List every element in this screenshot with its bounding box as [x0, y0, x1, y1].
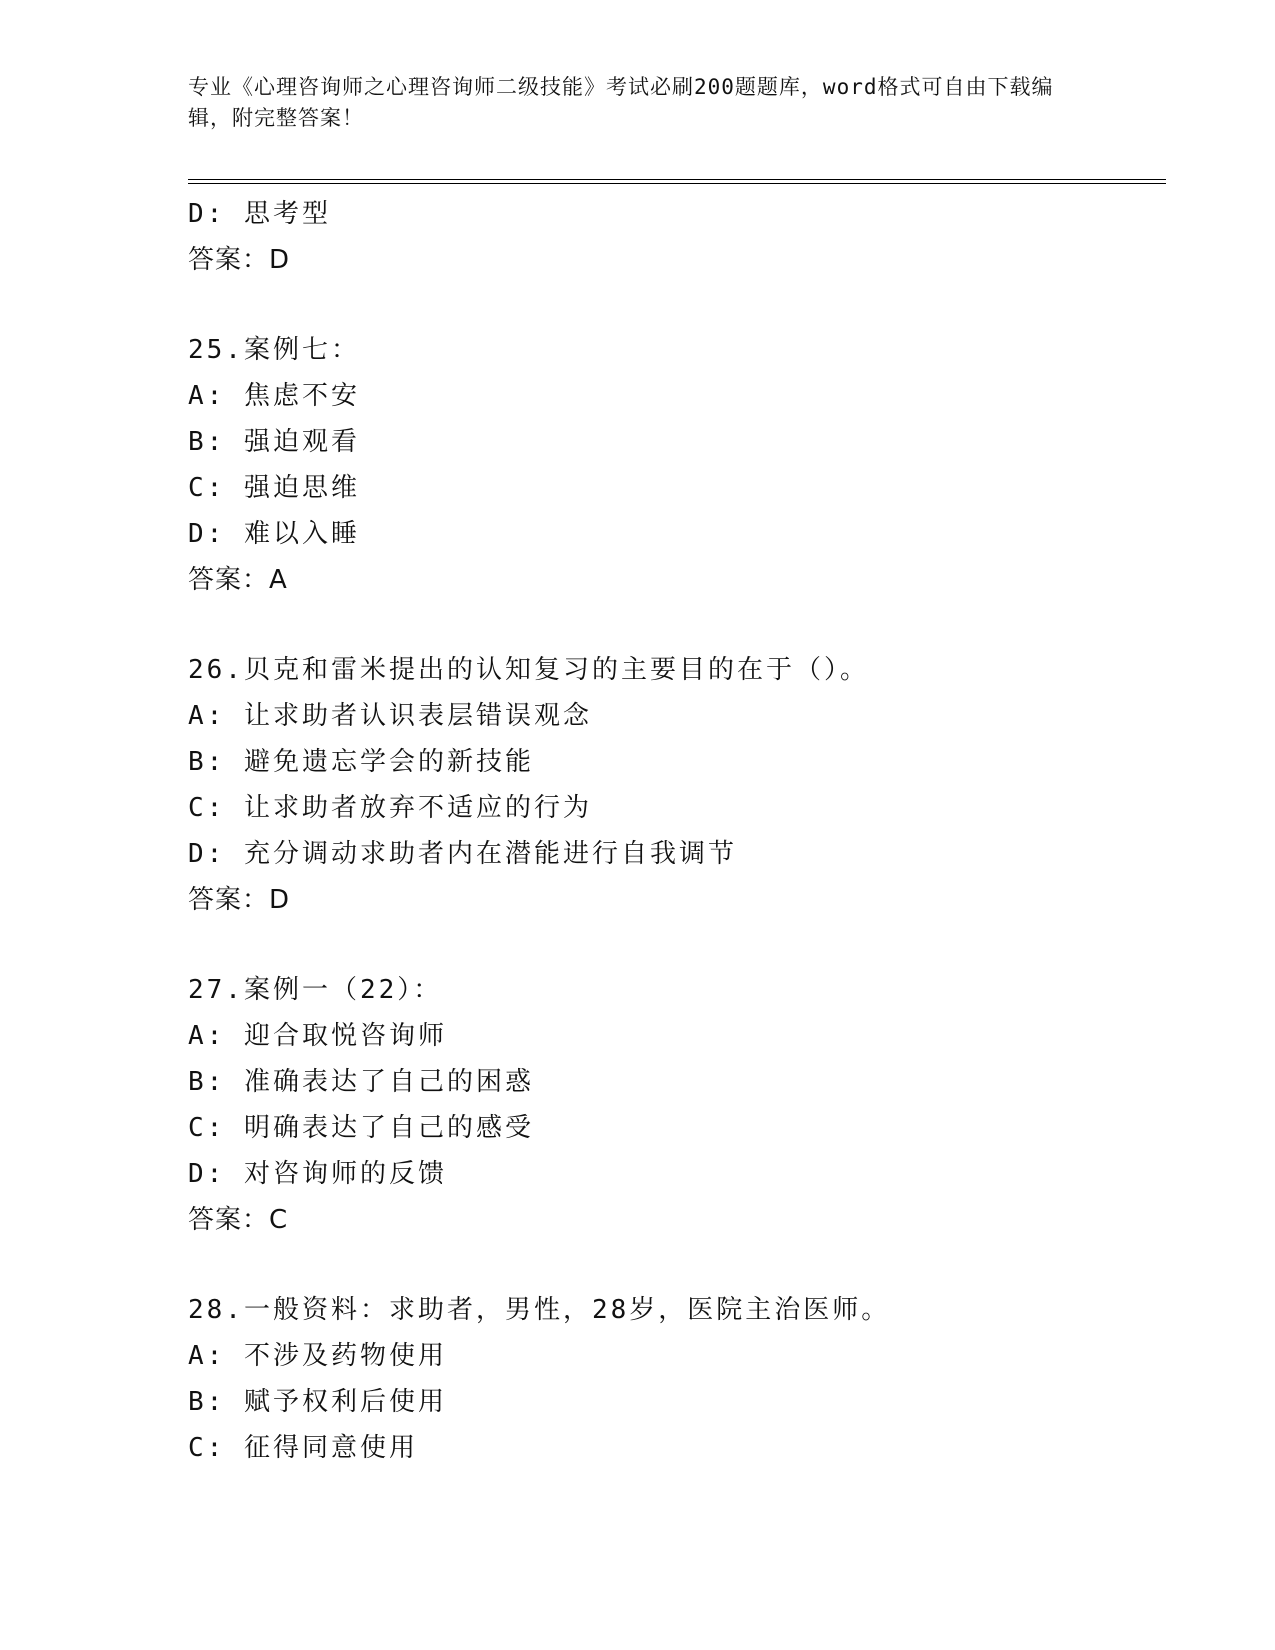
option-c: C: 明确表达了自己的感受: [188, 1113, 534, 1143]
spacer: [188, 1243, 1168, 1287]
answer-line: 答案：A: [188, 565, 288, 595]
spacer: [188, 923, 1168, 967]
option-c: C: 征得同意使用: [188, 1433, 418, 1463]
option-a: A: 迎合取悦咨询师: [188, 1021, 447, 1051]
option-d: D: 充分调动求助者内在潜能进行自我调节: [188, 839, 737, 869]
option-b: B: 准确表达了自己的困惑: [188, 1067, 534, 1097]
document-header: 专业《心理咨询师之心理咨询师二级技能》考试必刷200题题库，word格式可自由下载编辑，附完整答案！: [188, 75, 1054, 130]
answer-line: 答案：D: [188, 885, 291, 915]
option-a: A: 让求助者认识表层错误观念: [188, 701, 592, 731]
option-a: A: 焦虑不安: [188, 381, 360, 411]
option-d: D: 对咨询师的反馈: [188, 1159, 447, 1189]
spacer: [188, 283, 1168, 327]
question-stem: 27.案例一（22）：: [188, 975, 443, 1005]
option-c: C: 让求助者放弃不适应的行为: [188, 793, 592, 823]
question-stem: 25.案例七：: [188, 335, 360, 365]
option-b: B: 避免遗忘学会的新技能: [188, 747, 534, 777]
option-c: C: 强迫思维: [188, 473, 360, 503]
option-b: B: 强迫观看: [188, 427, 360, 457]
answer-line: 答案：D: [188, 245, 291, 275]
question-stem: 26.贝克和雷米提出的认知复习的主要目的在于（）。: [188, 655, 869, 685]
spacer: [188, 603, 1168, 647]
option-a: A: 不涉及药物使用: [188, 1341, 447, 1371]
question-stem: 28.一般资料：求助者，男性，28岁，医院主治医师。: [188, 1295, 891, 1325]
option-d: D: 思考型: [188, 199, 331, 229]
answer-line: 答案：C: [188, 1205, 289, 1235]
option-b: B: 赋予权利后使用: [188, 1387, 447, 1417]
option-d: D: 难以入睡: [188, 519, 360, 549]
header-divider: [188, 179, 1166, 184]
question-list: [188, 191, 1168, 1471]
